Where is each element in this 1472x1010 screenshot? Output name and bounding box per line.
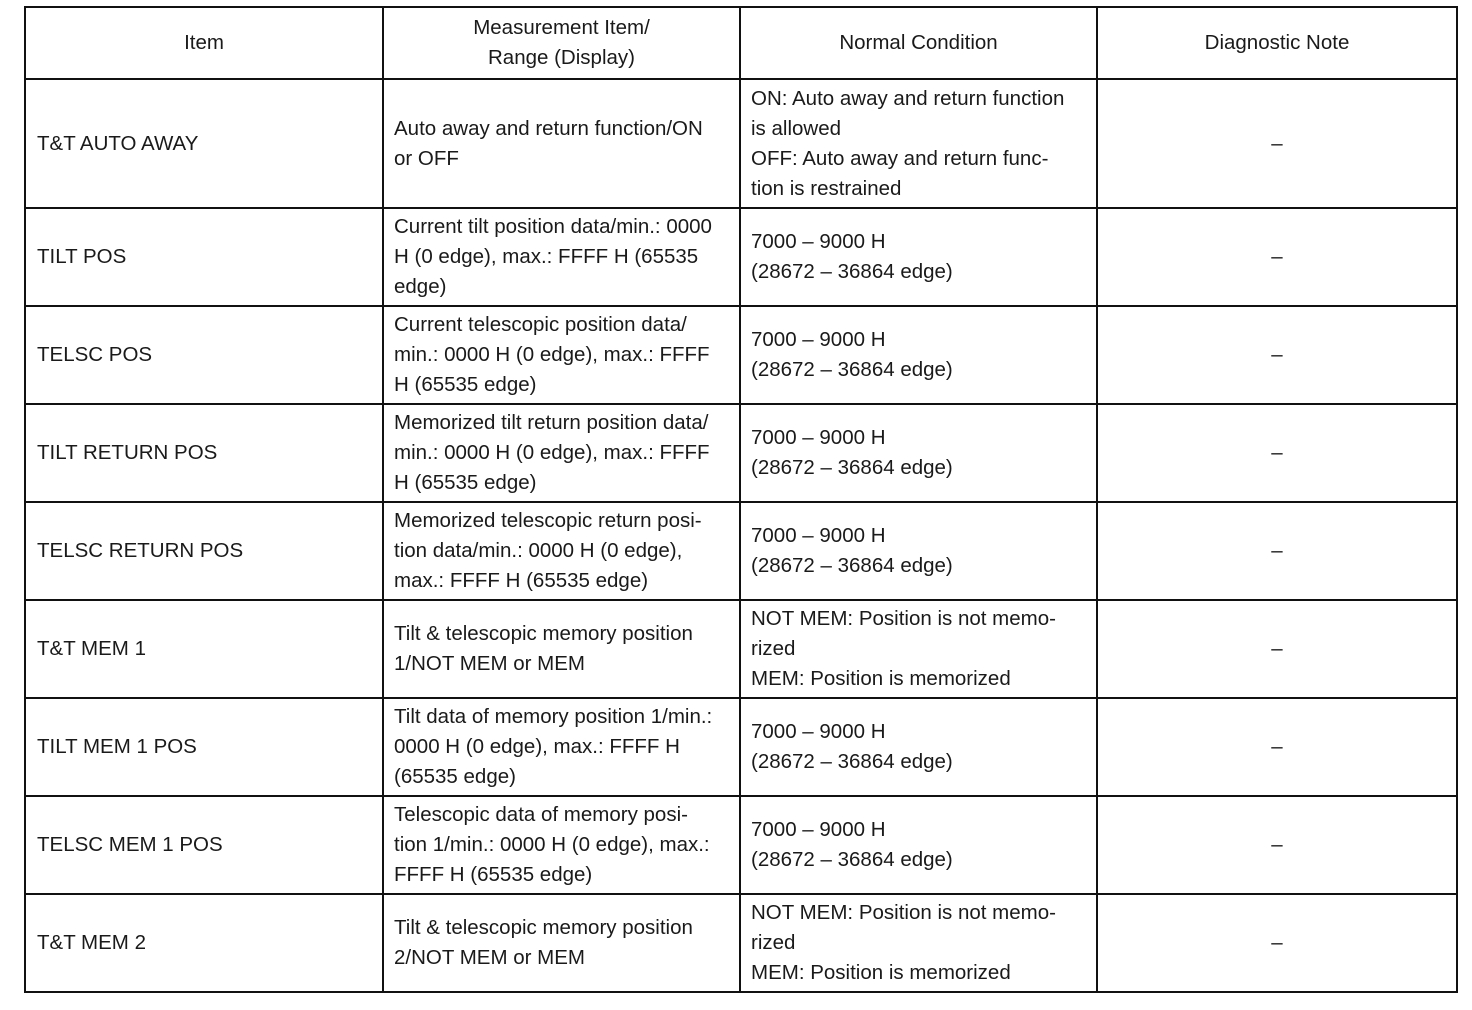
cell-diagnostic-note: – [1097,698,1457,796]
cell-range: Tilt & telescopic memory position 1/NOT MEM or MEM [383,600,740,698]
table-row [25,502,1457,600]
cell-item: T&T MEM 1 [25,600,383,698]
cell-range: Current tilt position data/min.: 0000 H (0 edge), max.: FFFF H (65535 edge) [383,208,740,306]
header-measurement-range: Measurement Item/ Range (Display) [383,7,740,79]
cell-diagnostic-note: – [1097,600,1457,698]
cell-range: Memorized telescopic return posi- tion data/min.: 0000 H (0 edge), max.: FFFF H (65535 edge) [383,502,740,600]
cell-normal-condition: 7000 – 9000 H (28672 – 36864 edge) [740,404,1097,502]
cell-normal-condition: 7000 – 9000 H (28672 – 36864 edge) [740,306,1097,404]
cell-item: TILT RETURN POS [25,404,383,502]
cell-normal-condition: NOT MEM: Position is not memo- rized MEM: Position is memorized [740,894,1097,992]
cell-diagnostic-note: – [1097,894,1457,992]
cell-normal-condition: 7000 – 9000 H (28672 – 36864 edge) [740,208,1097,306]
cell-diagnostic-note: – [1097,502,1457,600]
table-row [25,894,1457,992]
cell-item: TILT MEM 1 POS [25,698,383,796]
table-row [25,208,1457,306]
cell-diagnostic-note: – [1097,404,1457,502]
cell-normal-condition: ON: Auto away and return function is allowed OFF: Auto away and return func- tion is restrained [740,79,1097,208]
data-list-table [24,6,1458,993]
cell-normal-condition: 7000 – 9000 H (28672 – 36864 edge) [740,502,1097,600]
table-row [25,404,1457,502]
cell-item: TELSC MEM 1 POS [25,796,383,894]
table-row [25,306,1457,404]
table-row [25,600,1457,698]
header-row [25,7,1457,79]
cell-item: TILT POS [25,208,383,306]
cell-normal-condition: 7000 – 9000 H (28672 – 36864 edge) [740,796,1097,894]
cell-diagnostic-note: – [1097,79,1457,208]
cell-range: Current telescopic position data/ min.: 0000 H (0 edge), max.: FFFF H (65535 edge) [383,306,740,404]
cell-normal-condition: NOT MEM: Position is not memo- rized MEM: Position is memorized [740,600,1097,698]
cell-item: T&T MEM 2 [25,894,383,992]
table-row [25,79,1457,208]
cell-normal-condition: 7000 – 9000 H (28672 – 36864 edge) [740,698,1097,796]
header-normal-condition: Normal Condition [740,7,1097,79]
header-diagnostic-note: Diagnostic Note [1097,7,1457,79]
cell-diagnostic-note: – [1097,796,1457,894]
cell-range: Tilt data of memory position 1/min.: 0000 H (0 edge), max.: FFFF H (65535 edge) [383,698,740,796]
table-row [25,796,1457,894]
cell-diagnostic-note: – [1097,306,1457,404]
cell-item: T&T AUTO AWAY [25,79,383,208]
cell-range: Tilt & telescopic memory position 2/NOT MEM or MEM [383,894,740,992]
cell-diagnostic-note: – [1097,208,1457,306]
cell-item: TELSC POS [25,306,383,404]
cell-range: Memorized tilt return position data/ min.: 0000 H (0 edge), max.: FFFF H (65535 edge) [383,404,740,502]
cell-range: Telescopic data of memory posi- tion 1/min.: 0000 H (0 edge), max.: FFFF H (65535 edge) [383,796,740,894]
table-row [25,698,1457,796]
header-item: Item [25,7,383,79]
cell-range: Auto away and return function/ON or OFF [383,79,740,208]
cell-item: TELSC RETURN POS [25,502,383,600]
